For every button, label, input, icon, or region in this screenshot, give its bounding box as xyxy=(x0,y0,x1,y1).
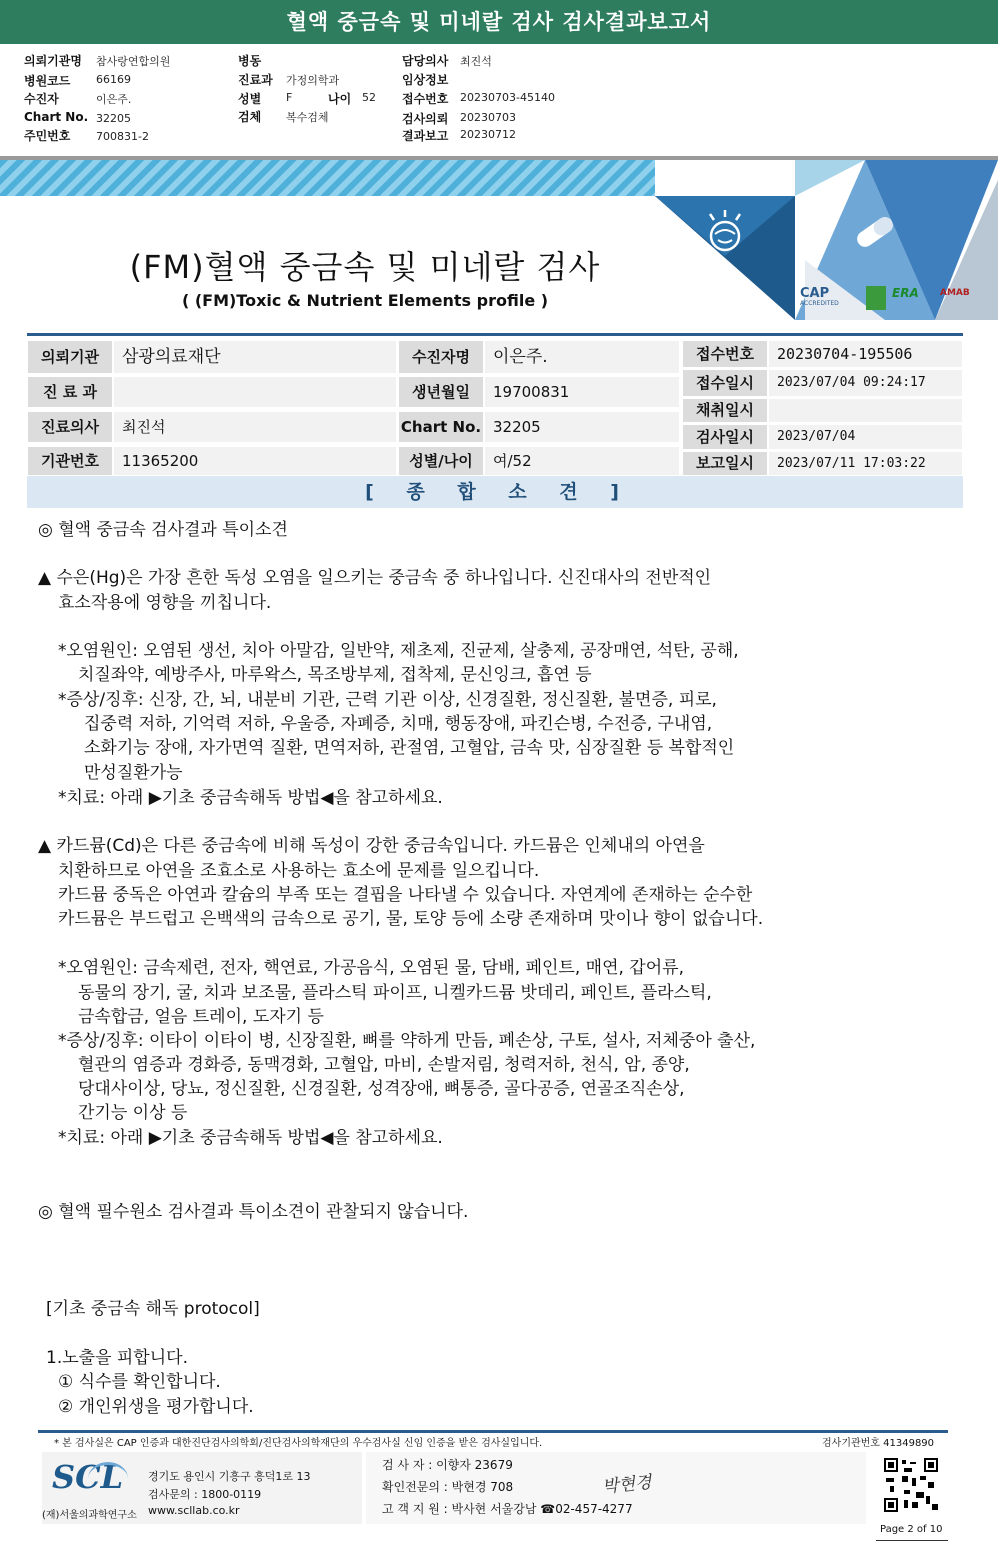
body-line: *오염원인: 오염된 생선, 치아 아말감, 일반약, 제초제, 진균제, 살충제, 공장매연, 석탄, 공해, xyxy=(58,641,739,661)
header-value: 700831-2 xyxy=(96,130,149,143)
body-line: 카드뮴은 부드럽고 은백색의 금속으로 공기, 물, 토양 등에 소량 존재하며 맛이나 향이 없습니다. xyxy=(58,909,764,929)
body-line: ◎ 혈액 필수원소 검사결과 특이소견이 관찰되지 않습니다. xyxy=(38,1202,469,1222)
header-value: 가정의학과 xyxy=(286,74,340,87)
info-value: 삼광의료재단 xyxy=(113,340,397,374)
info-label: 진료의사 xyxy=(27,411,113,443)
amab-logo: AMAB xyxy=(940,288,970,298)
summary-heading: [ 종 합 소 견 ] xyxy=(27,476,963,508)
info-value: 최진석 xyxy=(113,411,397,443)
info-label: 생년월일 xyxy=(398,376,484,408)
body-line: 효소작용에 영향을 끼칩니다. xyxy=(58,593,272,613)
info-label: 진 료 과 xyxy=(27,376,113,408)
body-line: 금속합금, 얼음 트레이, 도자기 등 xyxy=(78,1007,324,1027)
body-line: *치료: 아래 ▶기초 중금속해독 방법◀을 참고하세요. xyxy=(58,1128,443,1148)
info-label: 채취일시 xyxy=(682,398,768,423)
lm-logo xyxy=(866,286,886,310)
body-line: 만성질환가능 xyxy=(84,763,183,783)
info-label: Chart No. xyxy=(398,411,484,443)
info-label: 성별/나이 xyxy=(398,446,484,476)
info-label: 보고일시 xyxy=(682,451,768,476)
body-line: ② 개인위생을 평가합니다. xyxy=(58,1397,254,1417)
header-label: 담당의사 xyxy=(402,54,449,68)
header-value: 20230703-45140 xyxy=(460,91,555,104)
scl-logo-swoosh xyxy=(88,1462,128,1495)
page-rule xyxy=(876,1540,948,1541)
header-value: 이은주. xyxy=(96,93,132,106)
body-line: *오염원인: 금속제련, 전자, 핵연료, 가공음식, 오염된 물, 담배, 페인트, 매연, 갑어류, xyxy=(58,958,684,978)
footer-notice: * 본 검사실은 CAP 인증과 대한진단검사의학회/진단검사의학재단의 우수검사실 신임 인증을 받은 검사실입니다. xyxy=(54,1438,543,1449)
body-line: *증상/징후: 신장, 간, 뇌, 내분비 기관, 근력 기관 이상, 신경질환, 정신질환, 불면증, 피로, xyxy=(58,690,717,710)
header-value: 참사랑연합의원 xyxy=(96,55,171,68)
header-label: 나이 xyxy=(328,92,352,106)
info-value xyxy=(113,376,397,408)
info-value: 2023/07/11 17:03:22 xyxy=(768,451,963,476)
cap-logo: CAP xyxy=(800,286,830,301)
header-label: 결과보고 xyxy=(402,129,449,143)
header-label: 검사의뢰 xyxy=(402,112,449,126)
body-line: 간기능 이상 등 xyxy=(78,1103,188,1123)
header-label: 병원코드 xyxy=(24,74,71,88)
body-line: [기초 중금속 해독 protocol] xyxy=(46,1299,260,1319)
accreditation-logos xyxy=(800,284,980,314)
report-subtitle: ( (FM)Toxic & Nutrient Elements profile ) xyxy=(181,291,549,310)
info-label: 검사일시 xyxy=(682,424,768,450)
header-label: 주민번호 xyxy=(24,129,71,143)
info-value: 이은주. xyxy=(484,340,680,374)
header-value: 20230703 xyxy=(460,111,516,124)
info-label: 기관번호 xyxy=(27,446,113,476)
body-line: *증상/징후: 이타이 이타이 병, 신장질환, 뼈를 약하게 만듬, 폐손상, 구토, 설사, 저체중아 출산, xyxy=(58,1031,756,1051)
header-value: F xyxy=(286,91,293,104)
header-value: 32205 xyxy=(96,112,131,125)
body-line: ① 식수를 확인합니다. xyxy=(58,1372,221,1392)
signature: 박현경 xyxy=(601,1472,653,1498)
body-line: 치질좌약, 예방주사, 마루왁스, 목조방부제, 접착제, 문신잉크, 흡연 등 xyxy=(78,665,592,685)
header-value: 최진석 xyxy=(460,55,492,68)
lab-phone: 검사문의 : 1800-0119 xyxy=(148,1488,262,1501)
tester: 검 사 자 : 이향자 23679 xyxy=(382,1458,513,1472)
scl-logo: SCL xyxy=(52,1458,124,1496)
era-logo: ERA xyxy=(892,286,919,300)
info-value: 2023/07/04 xyxy=(768,424,963,450)
body-line: 1.노출을 피합니다. xyxy=(46,1348,188,1368)
header-label: 병동 xyxy=(238,54,262,68)
header-label: Chart No. xyxy=(24,110,89,124)
specialist: 확인전문의 : 박현경 708 xyxy=(382,1480,514,1494)
info-label: 접수일시 xyxy=(682,369,768,397)
info-label: 접수번호 xyxy=(682,340,768,368)
body-line: *치료: 아래 ▶기초 중금속해독 방법◀을 참고하세요. xyxy=(58,788,443,808)
header-label: 수진자 xyxy=(24,92,59,106)
page-number: Page 2 of 10 xyxy=(880,1524,943,1535)
info-value: 11365200 xyxy=(113,446,397,476)
info-value xyxy=(768,398,963,423)
info-value: 32205 xyxy=(484,411,680,443)
body-line: 동물의 장기, 굴, 치과 보조물, 플라스틱 파이프, 니켈카드뮴 밧데리, 페인트, 플라스틱, xyxy=(78,983,712,1003)
lab-address: 경기도 용인시 기흥구 흥덕1로 13 xyxy=(148,1470,311,1483)
header-value: 52 xyxy=(362,91,376,104)
report-title: (FM)혈액 중금속 및 미네랄 검사 xyxy=(129,248,601,286)
header-value: 복수검체 xyxy=(286,111,329,124)
body-line: 치환하므로 아연을 조효소로 사용하는 효소에 문제를 일으킵니다. xyxy=(58,861,540,881)
info-value: 여/52 xyxy=(484,446,680,476)
body-line: 혈관의 염증과 경화증, 동맥경화, 고혈압, 마비, 손발저림, 청력저하, 천식, 암, 종양, xyxy=(78,1055,690,1075)
info-label: 수진자명 xyxy=(398,340,484,374)
body-line: 소화기능 장애, 자가면역 질환, 면역저하, 관절염, 고혈압, 금속 맛, 심장질환 등 복합적인 xyxy=(84,738,735,758)
info-value: 20230704-195506 xyxy=(768,340,963,368)
header-label: 검체 xyxy=(238,110,262,124)
org-name: (재)서울의과학연구소 xyxy=(42,1510,137,1521)
body-line: 집중력 저하, 기억력 저하, 우울증, 자폐증, 치매, 행동장애, 파킨슨병, 수전증, 구내염, xyxy=(84,714,713,734)
body-line: ▲ 수은(Hg)은 가장 흔한 독성 오염을 일으키는 중금속 중 하나입니다. 신진대사의 전반적인 xyxy=(38,568,712,588)
info-value: 2023/07/04 09:24:17 xyxy=(768,369,963,397)
customer-support: 고 객 지 원 : 박사현 서울강남 ☎02-457-4277 xyxy=(382,1502,633,1516)
header-label: 의뢰기관명 xyxy=(24,54,82,68)
info-label: 의뢰기관 xyxy=(27,340,113,374)
header-label: 진료과 xyxy=(238,73,273,87)
header-value: 20230712 xyxy=(460,128,516,141)
cap-logo-sub: ACCREDITED xyxy=(800,300,839,307)
header-label: 접수번호 xyxy=(402,92,449,106)
body-line: ▲ 카드뮴(Cd)은 다른 중금속에 비해 독성이 강한 중금속입니다. 카드뮴은 인체내의 아연을 xyxy=(38,836,705,856)
footer-divider xyxy=(38,1430,948,1433)
qr-code xyxy=(884,1458,938,1512)
body-line: 당대사이상, 당뇨, 정신질환, 신경질환, 성격장애, 뼈통증, 골다공증, 연골조직손상, xyxy=(78,1079,685,1099)
header-value: 66169 xyxy=(96,73,131,86)
lab-website: www.scllab.co.kr xyxy=(148,1504,240,1517)
header-label: 성별 xyxy=(238,92,262,106)
capsule-icon xyxy=(850,212,900,252)
agency-number: 검사기관번호 41349890 xyxy=(822,1438,935,1449)
body-line: ◎ 혈액 중금속 검사결과 특이소견 xyxy=(38,520,288,540)
report-banner: 혈액 중금속 및 미네랄 검사 검사결과보고서 xyxy=(0,0,998,44)
body-line: 카드뮴 중독은 아연과 칼슘의 부족 또는 결핍을 나타낼 수 있습니다. 자연계에 존재하는 순수한 xyxy=(58,885,753,905)
header-label: 임상정보 xyxy=(402,73,449,87)
patient-info-table xyxy=(27,333,963,476)
info-value: 19700831 xyxy=(484,376,680,408)
header-info xyxy=(0,44,998,160)
